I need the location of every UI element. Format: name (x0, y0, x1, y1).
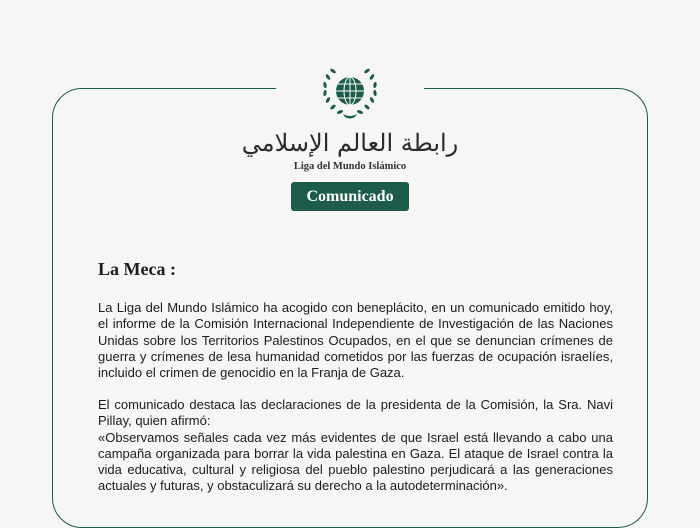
paragraph-1: La Liga del Mundo Islámico ha acogido con beneplácito, en un comunicado emitido hoy, el informe de la Comisión Internacional Independiente de Investigación de las Naciones Unidas sobre los Territorios Palestinos Ocupados, en el que se denuncian crímenes de guerra y crímenes de lesa humanidad cometidos por las fuerzas de ocupación israelíes, incluido el crimen de genocidio en la Franja de Gaza. (98, 300, 613, 381)
globe-laurel-emblem-icon (319, 64, 381, 122)
paragraph-group (98, 397, 613, 495)
org-name: Liga del Mundo Islámico (293, 161, 407, 172)
paragraph-3: «Observamos señales cada vez más evidentes de que Israel está llevando a cabo una campaña organizada para borrar la vida palestina en Gaza. El ataque de Israel contra la vida educativa, cultural y religiosa del pueblo palestino perjudicará a las generaciones actuales y futuras, y obstaculizará su derecho a la autodeterminación». (98, 429, 613, 494)
paragraph-2: El comunicado destaca las declaraciones de la presidenta de la Comisión, la Sra. Navi Pillay, quien afirmó: (98, 397, 613, 429)
dateline-place: La Meca : (98, 259, 176, 279)
arabic-org-name: رابطة العالم الإسلامي (241, 129, 459, 157)
communique-badge: Comunicado (291, 182, 409, 211)
